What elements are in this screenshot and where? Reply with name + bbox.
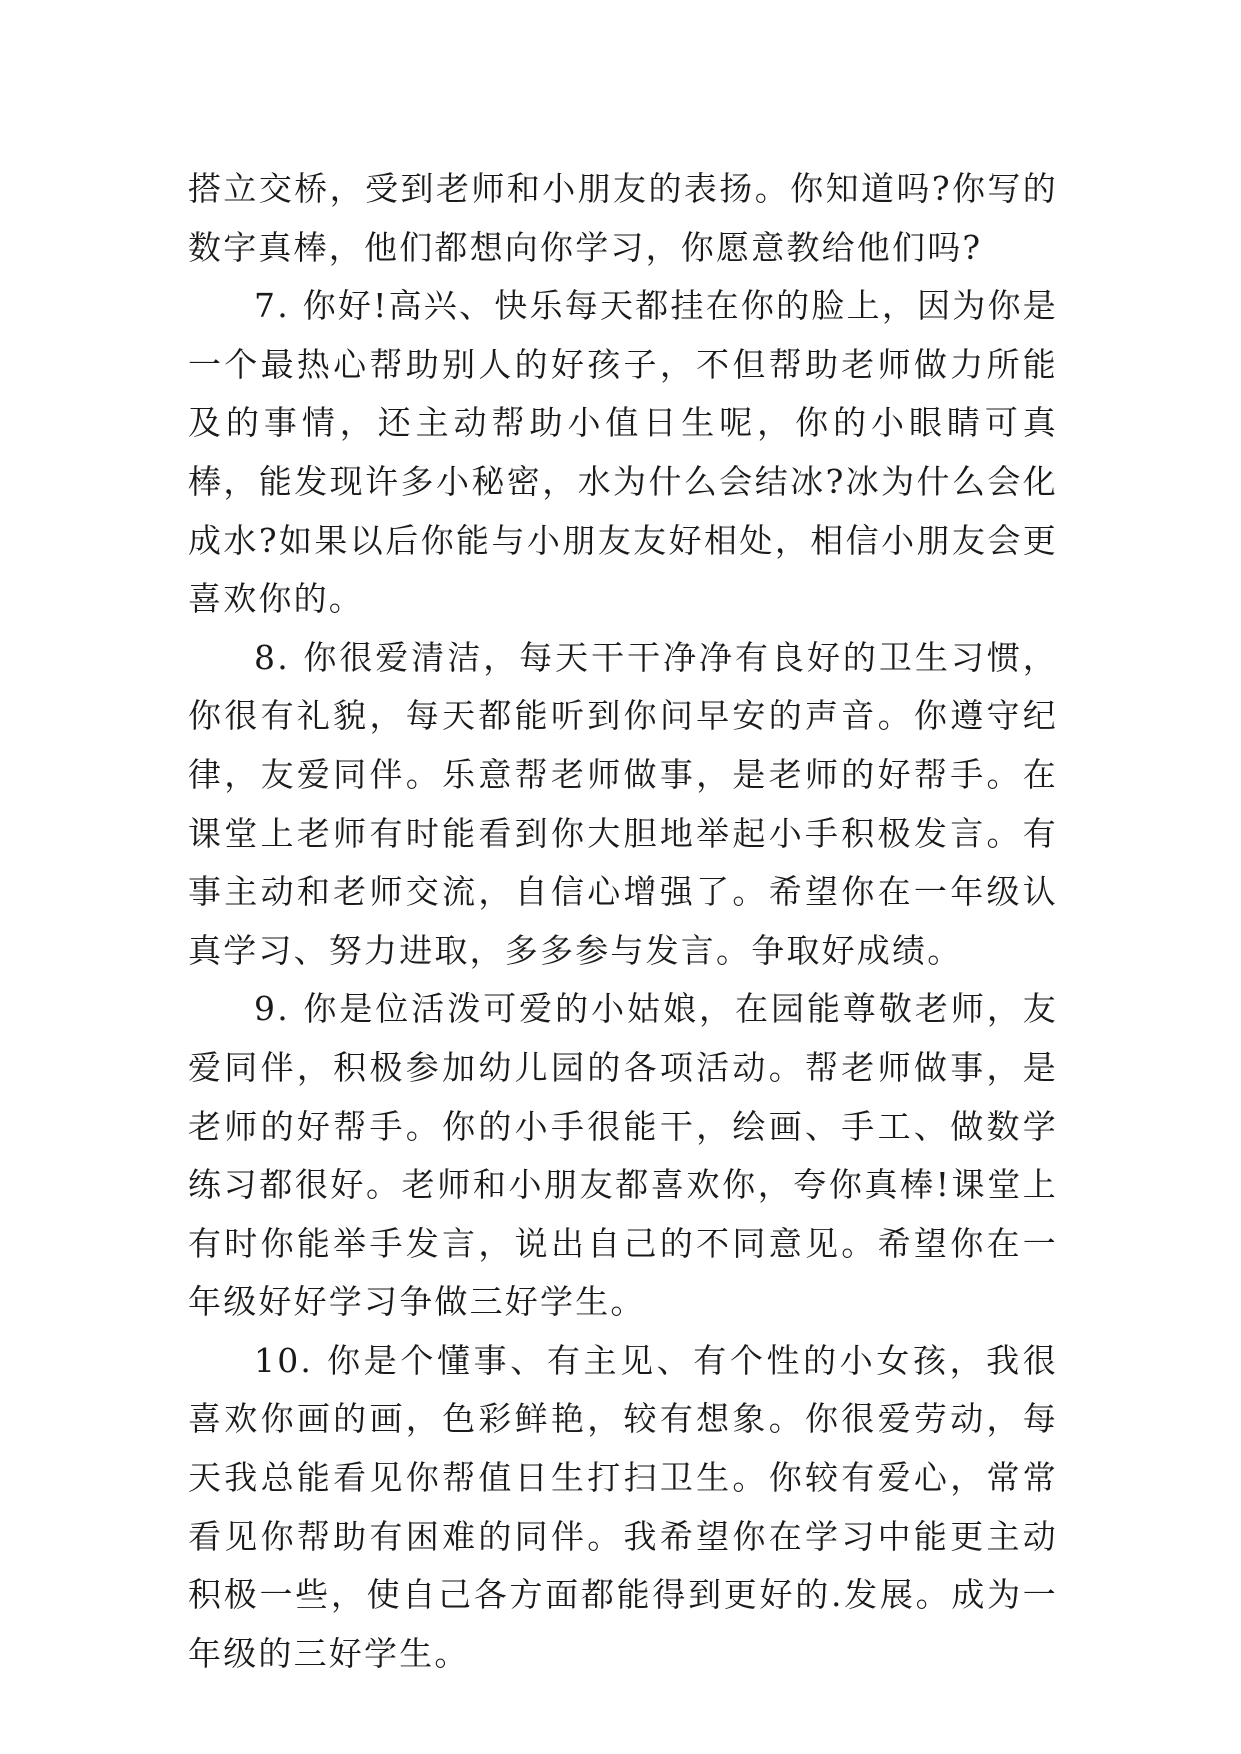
document-body: [188, 160, 1058, 1683]
paragraph-7: 7. 你好!高兴、快乐每天都挂在你的脸上，因为你是一个最热心帮助别人的好孩子，不但帮助老师做力所能及的事情，还主动帮助小值日生呢，你的小眼睛可真棒，能发现许多小秘密，水为什么会结冰?冰为什么会化成水?如果以后你能与小朋友友好相处，相信小朋友会更喜欢你的。: [188, 286, 1058, 619]
paragraph-8: 8. 你很爱清洁，每天干干净净有良好的卫生习惯，你很有礼貌，每天都能听到你问早安的声音。你遵守纪律，友爱同伴。乐意帮老师做事，是老师的好帮手。在课堂上老师有时能看到你大胆地举起小手积极发言。有事主动和老师交流，自信心增强了。希望你在一年级认真学习、努力进取，多多参与发言。争取好成绩。: [188, 637, 1058, 970]
paragraph-9: 9. 你是位活泼可爱的小姑娘，在园能尊敬老师，友爱同伴，积极参加幼儿园的各项活动。帮老师做事，是老师的好帮手。你的小手很能干，绘画、手工、做数学练习都很好。老师和小朋友都喜欢你，夸你真棒!课堂上有时你能举手发言，说出自己的不同意见。希望你在一年级好好学习争做三好学生。: [188, 989, 1058, 1322]
paragraph-continuation: 搭立交桥，受到老师和小朋友的表扬。你知道吗?你写的数字真棒，他们都想向你学习，你愿意教给他们吗?: [188, 169, 1058, 267]
paragraph-10: 10. 你是个懂事、有主见、有个性的小女孩，我很喜欢你画的画，色彩鲜艳，较有想象。你很爱劳动，每天我总能看见你帮值日生打扫卫生。你较有爱心，常常看见你帮助有困难的同伴。我希望你在学习中能更主动积极一些，使自己各方面都能得到更好的.发展。成为一年级的三好学生。: [188, 1340, 1058, 1673]
